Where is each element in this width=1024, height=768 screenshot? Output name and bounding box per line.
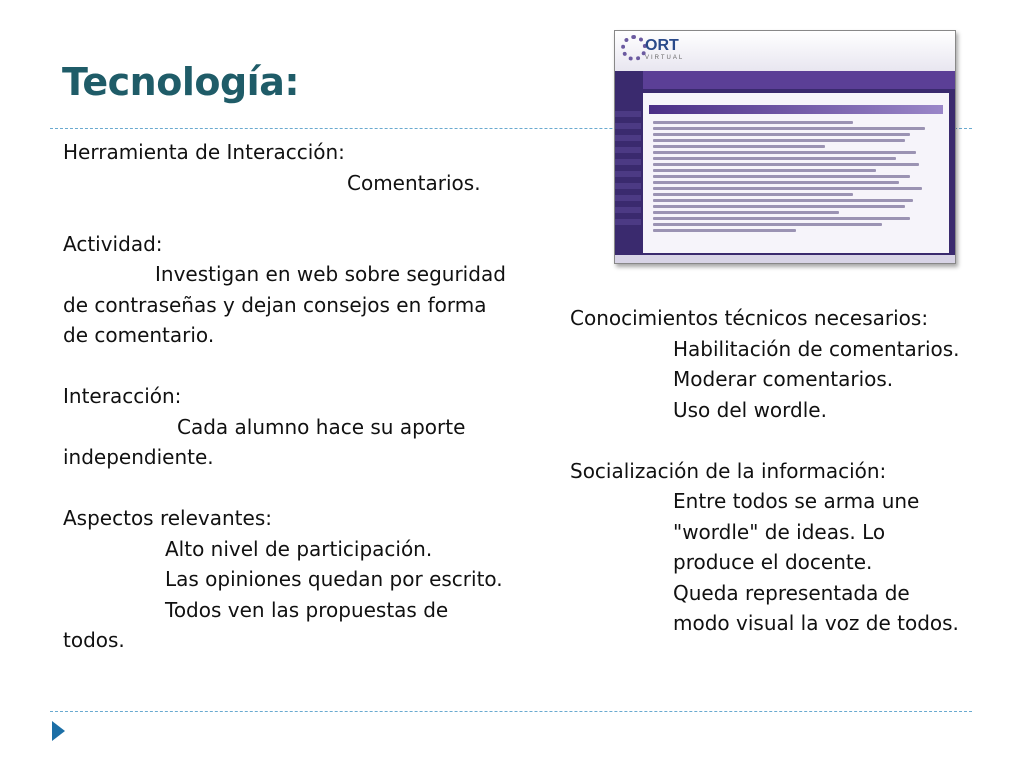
socializacion-line-3: produce el docente.: [673, 550, 873, 574]
interaccion-line-1: Cada alumno hace su aporte: [177, 414, 466, 439]
gear-icon: [621, 35, 647, 61]
slide-title: Tecnología:: [62, 60, 300, 104]
conocimientos-item-2: Moderar comentarios.: [673, 367, 894, 391]
socializacion-line-4: Queda representada de: [673, 580, 910, 605]
actividad-line-1: Investigan en web sobre seguridad: [155, 262, 506, 286]
herramienta-label: Herramienta de Interacción:: [63, 140, 345, 164]
left-column: [63, 137, 523, 656]
aspectos-item-2: Las opiniones quedan por escrito.: [165, 567, 503, 591]
conocimientos-item-3: Uso del wordle.: [673, 397, 827, 422]
right-column: [570, 303, 990, 639]
screenshot-banner: [649, 105, 943, 114]
conocimientos-label: Conocimientos técnicos necesarios:: [570, 306, 929, 330]
actividad-label: Actividad:: [63, 231, 163, 256]
screenshot-logo: ORT VIRTUAL: [645, 37, 685, 61]
bottom-divider: [50, 711, 972, 712]
screenshot-text-lines: [653, 121, 939, 235]
actividad-line-2: de contraseñas y dejan consejos en forma: [63, 292, 487, 317]
aspectos-item-3-line-1: Todos ven las propuestas de: [165, 597, 449, 622]
aspectos-item-1: Alto nivel de participación.: [165, 536, 433, 561]
conocimientos-item-1: Habilitación de comentarios.: [673, 336, 960, 361]
socializacion-line-5: modo visual la voz de todos.: [673, 611, 959, 635]
socializacion-line-1: Entre todos se arma une: [673, 489, 920, 513]
actividad-line-3: de comentario.: [63, 323, 215, 347]
socializacion-line-2: "wordle" de ideas. Lo: [673, 519, 886, 544]
screenshot-header: [615, 31, 955, 71]
play-triangle-icon: [52, 721, 65, 741]
screenshot-nav: [643, 71, 955, 89]
website-screenshot-image: [614, 30, 956, 264]
herramienta-value: Comentarios.: [347, 170, 481, 195]
aspectos-item-3-line-2: todos.: [63, 628, 125, 652]
interaccion-label: Interacción:: [63, 384, 182, 408]
interaccion-line-2: independiente.: [63, 445, 214, 469]
aspectos-label: Aspectos relevantes:: [63, 506, 272, 530]
socializacion-label: Socialización de la información:: [570, 458, 887, 483]
decorative-gear-strip: [614, 111, 641, 231]
screenshot-footer: [615, 255, 955, 263]
screenshot-page: [643, 93, 949, 253]
